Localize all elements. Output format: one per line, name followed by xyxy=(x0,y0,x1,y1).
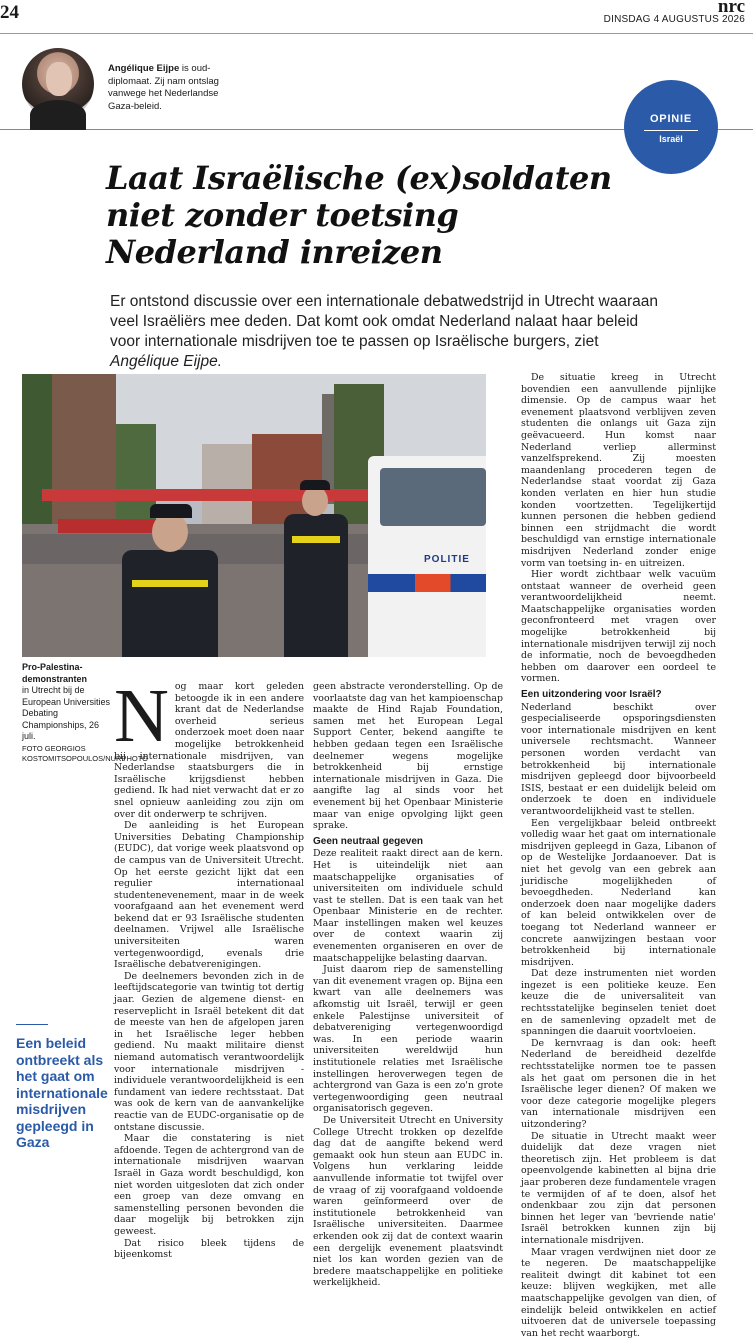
article-column-1 xyxy=(114,674,304,1261)
drop-cap: N xyxy=(114,674,169,758)
masthead-bar xyxy=(0,0,753,34)
paragraph: Deze realiteit raakt direct aan de kern. Het is uiteindelijk niet aan maatschappelijke organisaties of universiteiten om individuele schuld vast te stellen. Dat is een taak van het Openbaar Ministerie en de rechter. Maar instellingen maken wel keuzes over de context waarin zij evenementen organiseren en over de maatschappelijke belasting daarvan. xyxy=(313,848,503,964)
subheading: Geen neutraal gegeven xyxy=(313,835,424,847)
paragraph: Dat risico bleek tijdens de bijeenkomst xyxy=(114,1237,304,1261)
article-lead xyxy=(110,292,665,372)
paragraph: Nederland beschikt over gespecialiseerde opsporingsdiensten voor internationale misdrijven en kent universele rechtsmacht. Wanneer personen worden verdacht van betrokkenheid bij internationale misdrijven gepleegd door bijvoorbeeld ISIS, bestaat er een duidelijk beleid om onderzoek te doen en individuele verantwoordelijkheid vast te stellen. xyxy=(521,701,716,817)
van-lettering: POLITIE xyxy=(424,554,470,565)
paragraph: De Universiteit Utrecht en University College Utrecht trokken op dezelfde dag dat de aangifte bekend werd gemaakt ook hun steun aan EUDC in. Volgens hun verklaring leidde aanvullende informatie tot twijfel over de vraag of zij voorafgaand voldoende waren geïnformeerd over de institutionele betrokkenheid van Israëlische universiteiten. Daarmee erkenden ook zij dat de context waarin een dergelijk evenement plaatsvindt niet los kan worden gezien van de bredere maatschappelijke en politieke werkelijkheid. xyxy=(313,1114,503,1289)
paragraph: Dat deze instrumenten niet worden ingezet is een politieke keuze. Een keuze die de universaliteit van rechtsstatelijke beginselen teniet doet en de samenleving opzadelt met de spanningen die daaruit voortvloeien. xyxy=(521,968,716,1038)
paragraph: De kernvraag is dan ook: heeft Nederland de bereidheid dezelfde rechtsstatelijke normen toe te passen als het gaat om personen die in het Israëlische leger dienen? Of maken we voor deze categorie mogelijke plegers van internationale misdrijven een uitzondering? xyxy=(521,1037,716,1130)
subheading: Een uitzondering voor Israël? xyxy=(521,689,662,701)
paragraph: Maar vragen verdwijnen niet door ze te negeren. De maatschappelijke realiteit dwingt dit kabinet tot een keuze: blijven wegkijken, met alle maatschappelijke gevolgen van dien, of eindelijk beleid ontwikkelen en actief uitvoeren dat de universele toepassing van het recht waarborgt. xyxy=(521,1246,716,1339)
section-topic: Israël xyxy=(659,134,683,144)
caption-title: Pro-Palestina-demonstranten xyxy=(22,662,88,684)
section-label: OPINIE xyxy=(649,113,693,125)
paragraph: De situatie in Utrecht maakt weer duidelijk dat deze vragen niet theoretisch zijn. Het probleem is dat opeenvolgende kabinetten al bijna drie jaar proberen deze fundamentele vragen te vermijden of af te doen, alsof het ondenkbaar zou zijn dat personen binnen het leger van 'bevriende natie' Israël betrokken kunnen zijn bij internationale misdrijven. xyxy=(521,1130,716,1246)
article-column-2 xyxy=(313,681,503,1289)
article-column-3 xyxy=(521,372,716,1339)
photo-caption xyxy=(22,662,148,764)
page-number: 24 xyxy=(0,2,19,23)
lead-author: Angélique Eijpe. xyxy=(110,353,223,370)
author-name: Angélique Eijpe xyxy=(108,63,180,74)
paragraph: Juist daarom riep de samenstelling van dit evenement vragen op. Bijna een kwart van alle deelnemers was afkomstig uit Israël, terwijl er geen enkele Palestijnse universiteit of debatvereniging vertegenwoordigd was. In een periode waarin universiteiten wereldwijd hun institutionele relaties met Israëlische instellingen heroverwegen tegen de achtergrond van Gaza is een zo'n grote vertegenwoordiging geen neutraal organisatorisch gegeven. xyxy=(313,964,503,1115)
police-officer-left xyxy=(122,550,218,657)
photo-credit: FOTO GEORGIOS KOSTOMITSOPOULOS/NURPHOTO xyxy=(22,743,148,763)
pull-quote xyxy=(16,1024,106,1151)
police-van xyxy=(368,456,486,657)
nrc-logo[interactable]: nrc xyxy=(717,0,745,17)
paragraph: De situatie kreeg in Utrecht bovendien een aanvullende pijnlijke dimensie. Op de campus waar het evenement plaatsvond verblijven zeven studenten die onlangs uit Gaza zijn geëvacueerd. Hun komst naar Nederland verliep allerminst vanzelfsprekend. Zij moesten maandenlang procederen tegen de Nederlandse staat voordat zij Gaza konden verlaten en hier hun studie konden voortzetten. Tegelijkertijd kunnen personen die hebben gediend binnen een strijdmacht die wordt beschuldigd van ernstige internationale misdrijven Nederland zonder enige vorm van toetsing in- en uitreizen. xyxy=(521,372,716,569)
pull-quote-text: Een beleid ontbreekt als het gaat om internationale misdrijven gepleegd in Gaza xyxy=(16,1035,108,1150)
issue-date: DINSDAG 4 AUGUSTUS 2026 xyxy=(603,14,745,25)
article-headline: Laat Israëlische (ex)soldaten niet zonder toetsing Nederland inreizen xyxy=(106,159,612,271)
paragraph: Maar die constatering is niet afdoende. Tegen de achtergrond van de internationale misdrijven waarvan Israël in Gaza wordt beschuldigd, kon niet worden uitgesloten dat zich onder een groep van deze omvang en samenstelling personen bevonden die daar mogelijk bij betrokken zijn geweest. xyxy=(114,1133,304,1237)
paragraph: og maar kort geleden betoogde ik in een andere krant dat de Nederlandse overheid serieus onderzoek moet doen naar mogelijke betrokkenheid bij internationale misdrijven, van Nederlandse staatsburgers die in Israëlische krijgsdienst hebben gediend. Ik had niet verwacht dat er zo snel opnieuw aanleiding zou zijn om over dit onderwerp te schrijven. xyxy=(114,681,304,820)
caption-text: in Utrecht bij de European Universities Debating Championships, 26 juli. xyxy=(22,685,111,741)
paragraph: De deelnemers bevonden zich in de leeftijdscategorie van twintig tot dertig jaar. Gezien de algemene dienst- en reserveplicht in Israël betekent dit dat de meeste van hen de afgelopen jaren in het Israëlische leger hebben gediend. Nu maakt militaire dienst niemand automatisch verantwoordelijk voor internationale misdrijven - individuele verantwoordelijkheid is een fundament van iedere rechtsstaat. Dat was ook de kern van de aanvankelijke reactie van de EUDC-organisatie op de ontstane discussie. xyxy=(114,970,304,1133)
paragraph: Hier wordt zichtbaar welk vacuüm ontstaat wanneer de overheid geen verantwoordelijkheid neemt. Maatschappelijke organisaties worden geconfronteerd met vragen over mogelijke betrokkenheid bij internationale misdrijven terwijl zij noch de informatie, noch de bevoegdheden hebben om daarover een oordeel te vormen. xyxy=(521,569,716,685)
author-avatar xyxy=(22,48,94,120)
paragraph: De aanleiding is het European Universities Debating Championship (EUDC), dat vorige week plaatsvond op de campus van de Universiteit Utrecht. Op het eerste gezicht lijkt dat een regulier internationaal studentenevenement, maar in de week voorafgaand aan het evenement werd bekend dat er 93 Israëlische studenten deelnamen. Vrijwel alle Israëlische universiteiten waren vertegenwoordigd, evenals drie Israëlische debatverenigingen. xyxy=(114,820,304,971)
police-officer-right xyxy=(284,514,348,657)
author-bio xyxy=(108,63,228,113)
lead-text: Er ontstond discussie over een internationale debatwedstrijd in Utrecht waaraan veel Israëliërs mee deden. Dat komt ook omdat Nederland nalaat haar beleid voor internationale misdrijven toe te passen op Israëlische burgers, ziet xyxy=(110,293,658,350)
section-badge[interactable] xyxy=(624,80,718,174)
author-bio-text: is oud-diplomaat. Zij nam ontslag vanwege het Nederlandse Gaza-beleid. xyxy=(108,63,219,112)
paragraph: geen abstracte veronderstelling. Op de voorlaatste dag van het kampioenschap maakte de Hind Rajab Foundation, samen met het European Legal Support Center, bekend aangifte te hebben gedaan tegen een Israëlische deelnemer wegens mogelijke betrokkenheid bij ernstige internationale misdrijven in Gaza. Die aangifte lag al sinds voor het evenement bij het Openbaar Ministerie maar van enige opvolging lijkt geen sprake. xyxy=(313,681,503,832)
paragraph: Een vergelijkbaar beleid ontbreekt volledig waar het gaat om internationale misdrijven gepleegd in Gaza, Libanon of op de Westelijke Jordaanoever. Dat is niet het gevolg van een gebrek aan juridische mogelijkheden of bevoegdheden. Nederland kan onderzoek doen naar mogelijke daders of kan beleid ontwikkelen over de toegang tot Nederland wanneer er concrete aanwijzingen bestaan voor betrokkenheid bij internationale misdrijven. xyxy=(521,817,716,968)
article-photo xyxy=(22,374,486,657)
